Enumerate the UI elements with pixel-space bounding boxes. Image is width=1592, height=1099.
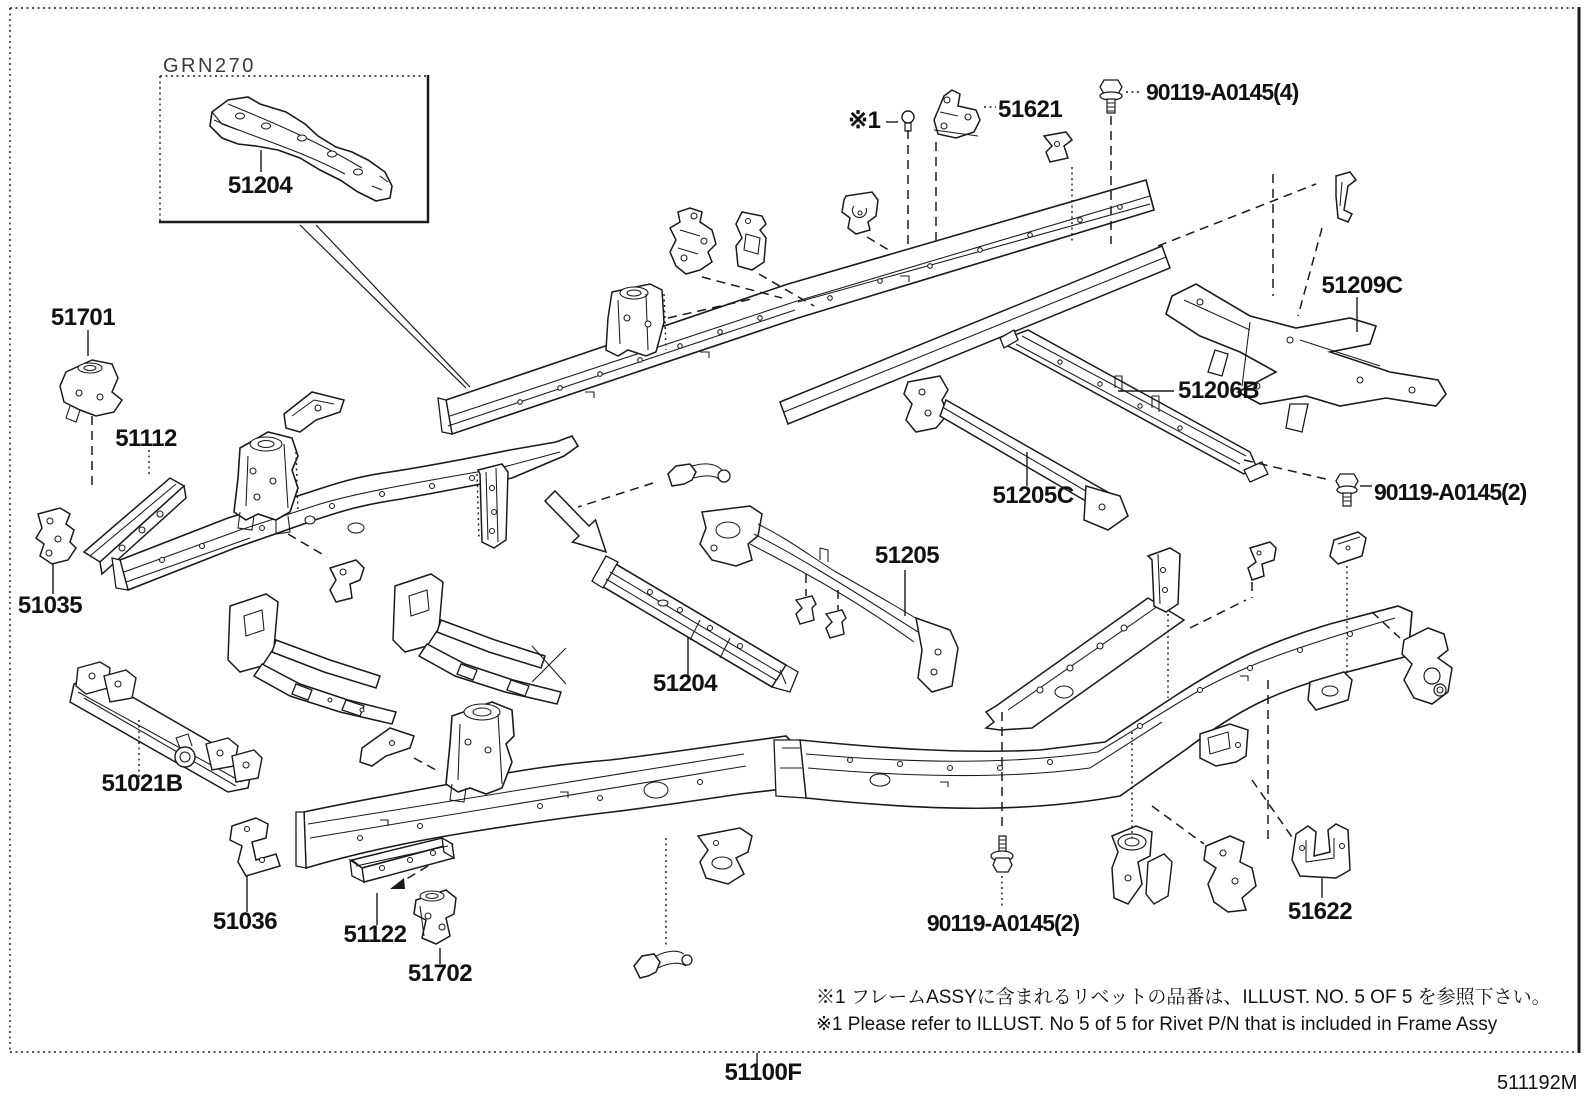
part-label-51122[interactable]: 51122 [343, 921, 407, 948]
part-label-51701[interactable]: 51701 [50, 304, 116, 331]
angle-bracket-rear [1248, 542, 1276, 580]
mount-crossmember-left [228, 594, 396, 724]
part-label-51205[interactable]: 51205 [874, 542, 940, 569]
bolt-icon-top [1100, 80, 1122, 113]
part-label-90119-a0145-2-right[interactable]: 90119-A0145(2) [1374, 479, 1527, 505]
mount-bracket-flat [736, 212, 766, 270]
part-label-51021b[interactable]: 51021B [101, 770, 183, 797]
box-bracket-rear [1330, 532, 1366, 564]
bracket-cluster-b [1204, 836, 1256, 912]
wire-link-middle [668, 464, 730, 486]
crossmember-51209c-art [1166, 284, 1446, 432]
assembly-label-51100f[interactable]: 51100F [724, 1059, 802, 1086]
u-clamp-a [796, 596, 816, 624]
dashed-leaders-top [668, 116, 1322, 318]
inset-group-code: GRN270 [163, 55, 256, 77]
part-label-51204-main[interactable]: 51204 [652, 670, 718, 697]
footnote-japanese: ※1 フレームASSYに含まれるリベットの品番は、ILLUST. NO. 5 OF 5 を参照下さい。 [816, 987, 1551, 1008]
u-clamp-b [826, 610, 846, 638]
part-label-51204-inset[interactable]: 51204 [227, 172, 293, 199]
mount-bracket-ornate [670, 208, 716, 274]
gusset-bracket-front [284, 392, 344, 432]
wire-link-bottom [634, 951, 692, 978]
hook-bracket-top-right [1336, 172, 1356, 222]
clamp-bracket-mid [330, 560, 364, 602]
bracket-51621-art [934, 90, 980, 138]
bracket-51702-art [414, 890, 456, 944]
part-label-90119-a0145-2-bottom[interactable]: 90119-A0145(2) [926, 910, 1080, 936]
clip-bracket-top [1044, 132, 1072, 162]
bracket-51036-art [230, 818, 280, 876]
end-bracket-bottom-left [698, 828, 752, 884]
part-label-51206b[interactable]: 51206B [1178, 377, 1260, 404]
part-label-51702[interactable]: 51702 [407, 960, 473, 987]
rivet-icon [902, 111, 914, 131]
tower-51701-art [60, 360, 122, 422]
tow-bracket-rear [1402, 628, 1452, 704]
part-label-51036[interactable]: 51036 [212, 908, 278, 935]
clamp-bracket-top [842, 192, 878, 234]
part-label-51112[interactable]: 51112 [115, 425, 177, 452]
mount-crossmember-right [393, 574, 566, 704]
part-label-51205c[interactable]: 51205C [992, 482, 1074, 509]
part-label-51035[interactable]: 51035 [17, 592, 83, 619]
horn-bracket-front [477, 464, 508, 548]
bracket-51035-art [36, 508, 76, 564]
part-label-51621[interactable]: 51621 [998, 96, 1063, 123]
sheet-code: 511192M [1497, 1072, 1578, 1094]
direction-arrow [545, 491, 606, 552]
bracket-51622-art [1292, 824, 1350, 878]
part-label-90119-a0145-4[interactable]: 90119-A0145(4) [1146, 79, 1299, 105]
part-label-51622[interactable]: 51622 [1287, 898, 1353, 925]
part-label-51209c[interactable]: 51209C [1321, 272, 1403, 299]
bracket-cluster-a [1112, 826, 1172, 904]
ref-marker-top: ※1 [848, 107, 881, 134]
bolt-icon-bottom [991, 836, 1013, 872]
gusset-bracket-bottom [360, 728, 414, 766]
engine-mount-tower-upper [606, 284, 666, 356]
footnote-english: ※1 Please refer to ILLUST. No 5 of 5 for Rivet P/N that is included in Frame Assy [816, 1014, 1498, 1035]
inset-box-grn270 [159, 75, 470, 388]
